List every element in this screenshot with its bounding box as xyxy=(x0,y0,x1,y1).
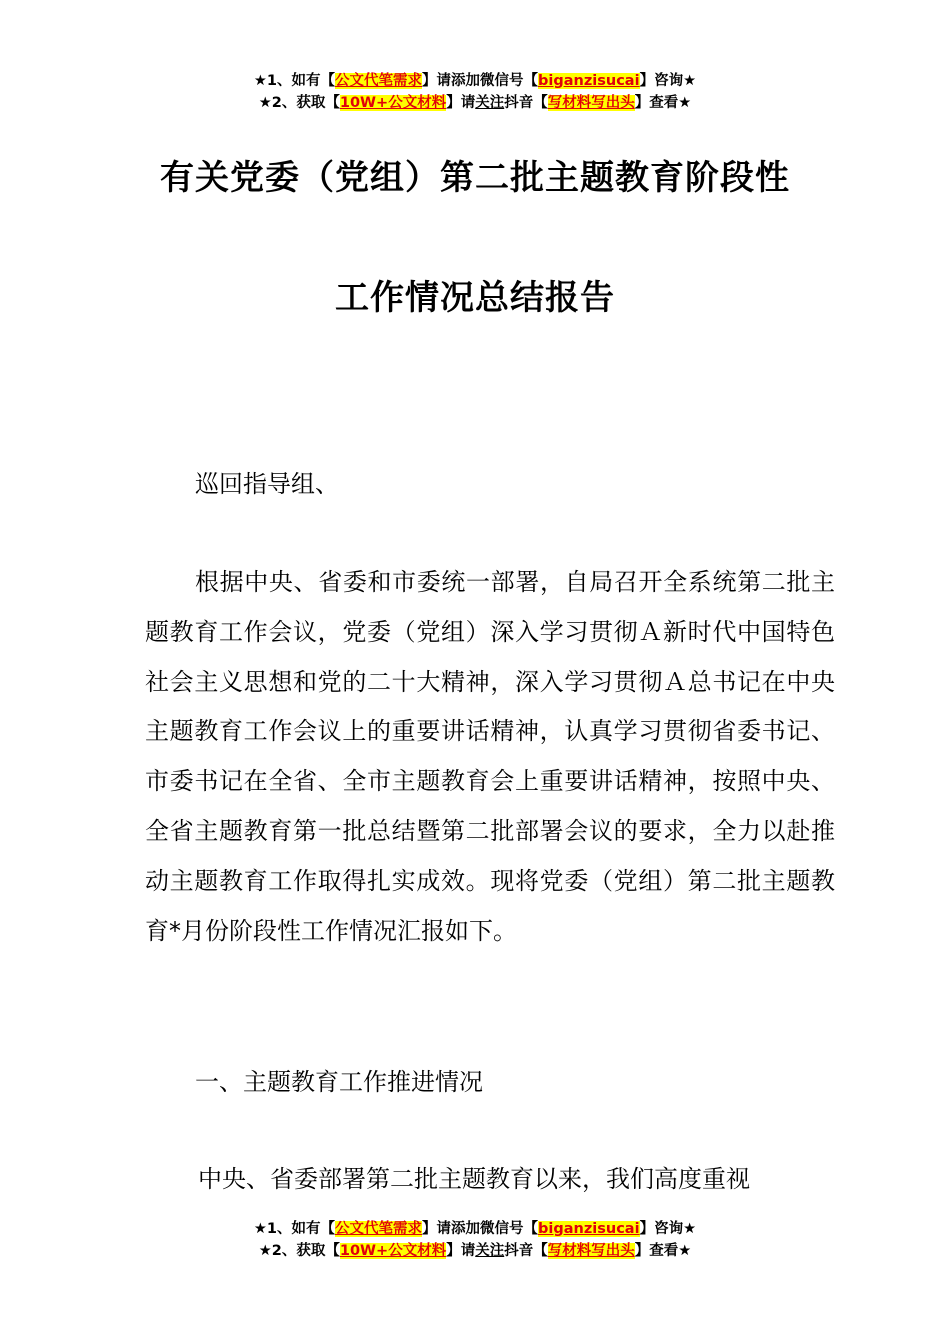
banner-text: 】查看★ xyxy=(634,95,692,111)
banner-text: ★1、如有【 xyxy=(253,73,336,89)
footer-banner xyxy=(0,1218,950,1262)
document-title-line-2: 工作情况总结报告 xyxy=(335,278,615,318)
banner-line-2 xyxy=(0,92,950,114)
banner-text: 】咨询★ xyxy=(639,73,697,89)
banner-highlight-service: 公文代笔需求 xyxy=(335,73,423,89)
banner-text: 】咨询★ xyxy=(639,1221,697,1237)
banner-text: ★2、获取【 xyxy=(258,1243,340,1259)
banner-highlight-materials: 10W+公文材料 xyxy=(339,1243,447,1259)
banner-text: ★2、获取【 xyxy=(258,95,340,111)
banner-highlight-wechat: biganzisucai xyxy=(538,1221,640,1237)
banner-text: 】请添加微信号【 xyxy=(422,1221,539,1237)
banner-line-1 xyxy=(0,70,950,92)
banner-text: 】请添加微信号【 xyxy=(422,73,539,89)
document-title-line-1: 有关党委（党组）第二批主题教育阶段性 xyxy=(160,158,790,198)
salutation: 巡回指导组、 xyxy=(195,470,339,498)
body-paragraph-2: 中央、省委部署第二批主题教育以来，我们高度重视 xyxy=(198,1165,750,1193)
banner-line-1 xyxy=(0,1218,950,1240)
banner-line-2 xyxy=(0,1240,950,1262)
banner-highlight-materials: 10W+公文材料 xyxy=(339,95,447,111)
section-heading-1: 一、主题教育工作推进情况 xyxy=(195,1068,483,1096)
banner-highlight-wechat: biganzisucai xyxy=(538,73,640,89)
banner-underline-follow: 关注 xyxy=(475,1243,505,1259)
banner-text: 】请 xyxy=(446,1243,476,1259)
banner-text: ★1、如有【 xyxy=(253,1221,336,1237)
body-paragraph-1: 根据中央、省委和市委统一部署，自局召开全系统第二批主题教育工作会议，党委（党组）深入学习贯彻Ａ新时代中国特色社会主义思想和党的二十大精神，深入学习贯彻Ａ总书记在中央主题教育工作会议上的重要讲话精神，认真学习贯彻省委书记、市委书记在全省、全市主题教育会上重要讲话精神，按照中央、全省主题教育第一批总结暨第二批部署会议的要求，全力以赴推动主题教育工作取得扎实成效。现将党委（党组）第二批主题教育*月份阶段性工作情况汇报如下。 xyxy=(145,568,835,945)
banner-highlight-douyin: 写材料写出头 xyxy=(547,1243,635,1259)
banner-text: 】请 xyxy=(446,95,476,111)
header-banner xyxy=(0,70,950,114)
banner-highlight-douyin: 写材料写出头 xyxy=(547,95,635,111)
banner-text: 抖音【 xyxy=(504,1243,548,1259)
banner-highlight-service: 公文代笔需求 xyxy=(335,1221,423,1237)
banner-text: 抖音【 xyxy=(504,95,548,111)
banner-text: 】查看★ xyxy=(634,1243,692,1259)
banner-underline-follow: 关注 xyxy=(475,95,505,111)
